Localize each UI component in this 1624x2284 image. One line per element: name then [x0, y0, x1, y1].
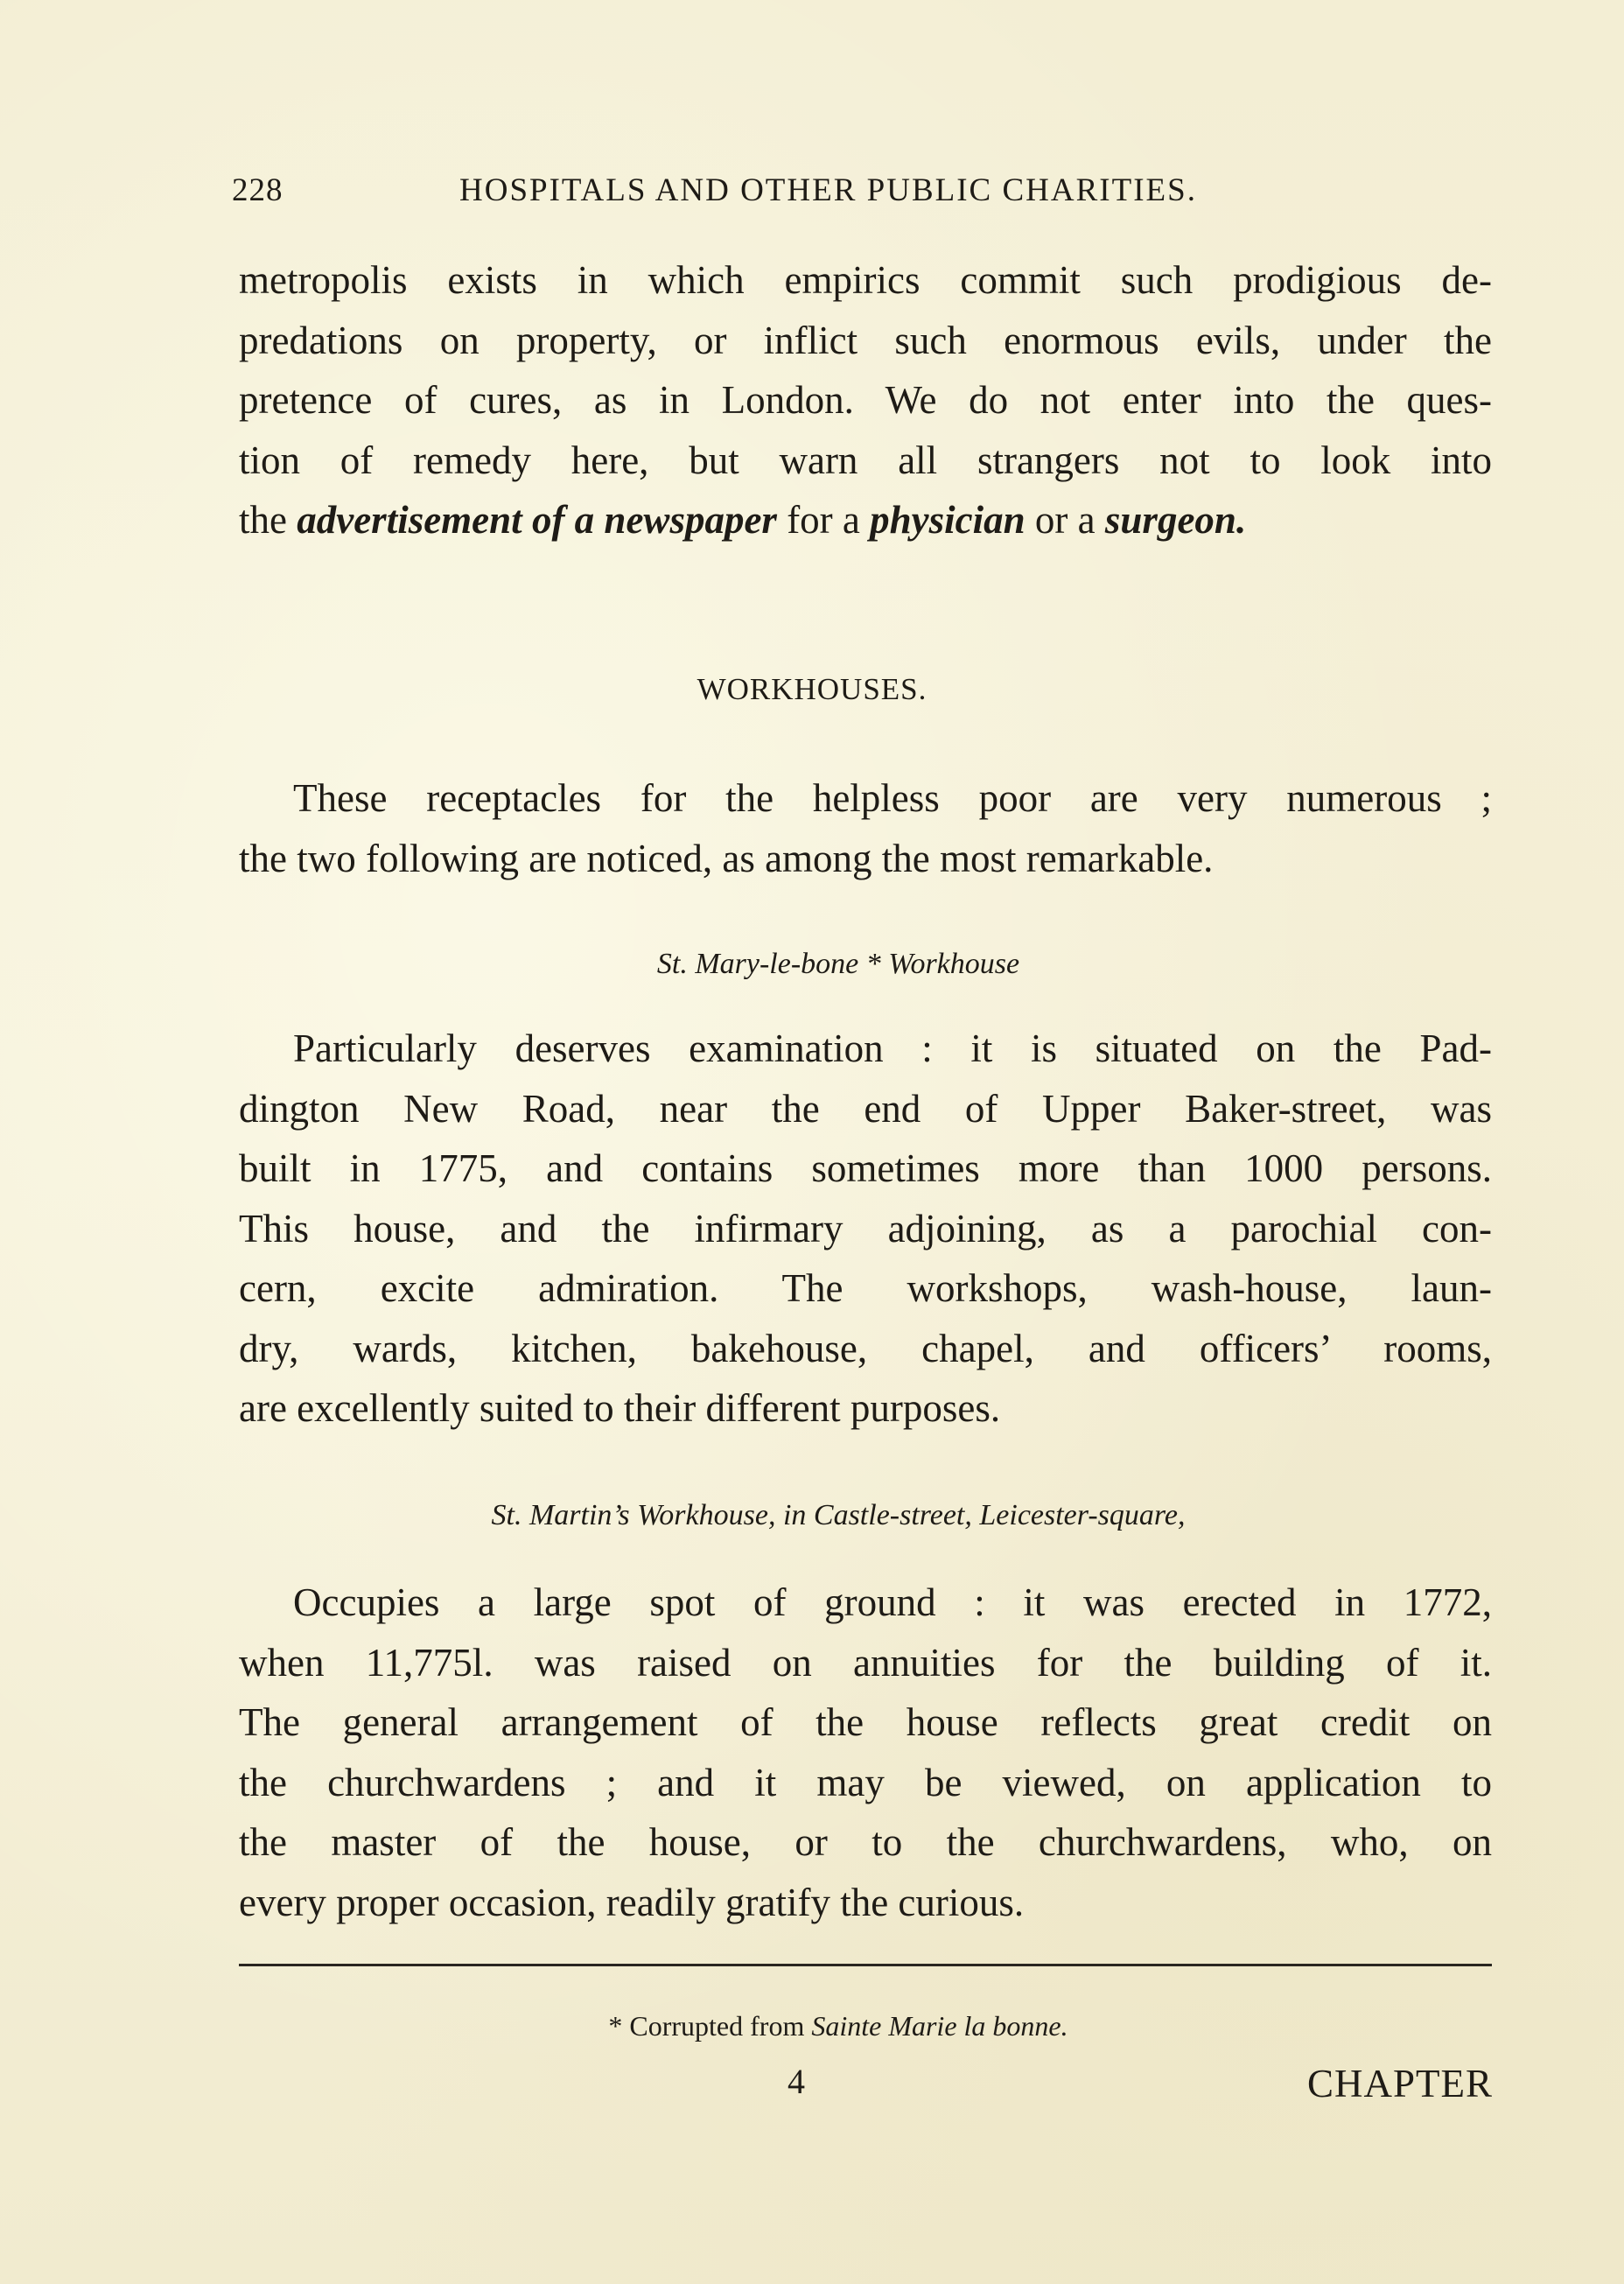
footnote-rule [239, 1964, 1492, 1966]
italic-phrase: surgeon. [1104, 498, 1247, 542]
text-line: every proper occasion, readily gratify the curious. [239, 1880, 1025, 1924]
text-line: the churchwardens ; and it may be viewed, on application to [239, 1760, 1492, 1804]
text-line [239, 490, 1492, 550]
text-line: Particularly deserves examination : it is situated on the Pad- [293, 1026, 1492, 1070]
subheading-marylebone: St. Mary-le-bone * Workhouse [656, 948, 1020, 980]
footnote [0, 2010, 1624, 2042]
text-line: These receptacles for the helpless poor are very numerous ; [293, 776, 1492, 820]
paragraph-marylebone [239, 1019, 1492, 1439]
text-line: are excellently suited to their different purposes. [239, 1386, 1001, 1430]
text-line: The general arrangement of the house reflects great credit on [239, 1700, 1492, 1744]
text-line: predations on property, or inflict such enormous evils, under the [239, 318, 1492, 362]
text-line: built in 1775, and contains sometimes more than 1000 persons. [239, 1146, 1492, 1190]
page-number: 228 [232, 172, 284, 208]
text-line: when 11,775l. was raised on annuities for the building of it. [239, 1640, 1492, 1685]
italic-phrase: advertisement of a newspaper [297, 498, 777, 542]
text-line: metropolis exists in which empirics commit such prodigious de- [239, 258, 1492, 302]
text-line: tion of remedy here, but warn all strangers not to look into [239, 438, 1492, 482]
paragraph-workhouses-intro [239, 768, 1492, 888]
italic-phrase: physician [870, 498, 1026, 542]
text-run: the [239, 498, 298, 542]
footnote-italic: Sainte Marie la bonne. [811, 2010, 1068, 2042]
text-line: pretence of cures, as in London. We do not enter into the ques- [239, 378, 1492, 422]
running-head [232, 172, 1264, 215]
text-line: dry, wards, kitchen, bakehouse, chapel, and officers’ rooms, [239, 1326, 1492, 1370]
paragraph-st-martins [239, 1573, 1492, 1932]
signature-mark: 4 [788, 2062, 805, 2101]
section-heading: WORKHOUSES. [696, 672, 928, 706]
text-line: cern, excite admiration. The workshops, wash-house, laun- [239, 1266, 1492, 1310]
text-line: This house, and the infirmary adjoining, as a parochial con- [239, 1206, 1492, 1251]
text-line: dington New Road, near the end of Upper Baker-street, was [239, 1086, 1492, 1131]
footnote-text: * Corrupted from [608, 2010, 812, 2042]
text-run: or a [1025, 498, 1105, 542]
paragraph-empirics [239, 250, 1492, 550]
text-line: the master of the house, or to the churchwardens, who, on [239, 1820, 1492, 1864]
text-line: Occupies a large spot of ground : it was erected in 1772, [293, 1580, 1492, 1624]
catchword: CHAPTER [1306, 2062, 1493, 2105]
text-line: the two following are noticed, as among the most remarkable. [239, 836, 1214, 880]
running-title: HOSPITALS AND OTHER PUBLIC CHARITIES. [459, 172, 1197, 208]
subheading-st-martins: St. Martin’s Workhouse, in Castle-street, Leicester-square, [491, 1499, 1186, 1531]
text-run: for a [776, 498, 871, 542]
